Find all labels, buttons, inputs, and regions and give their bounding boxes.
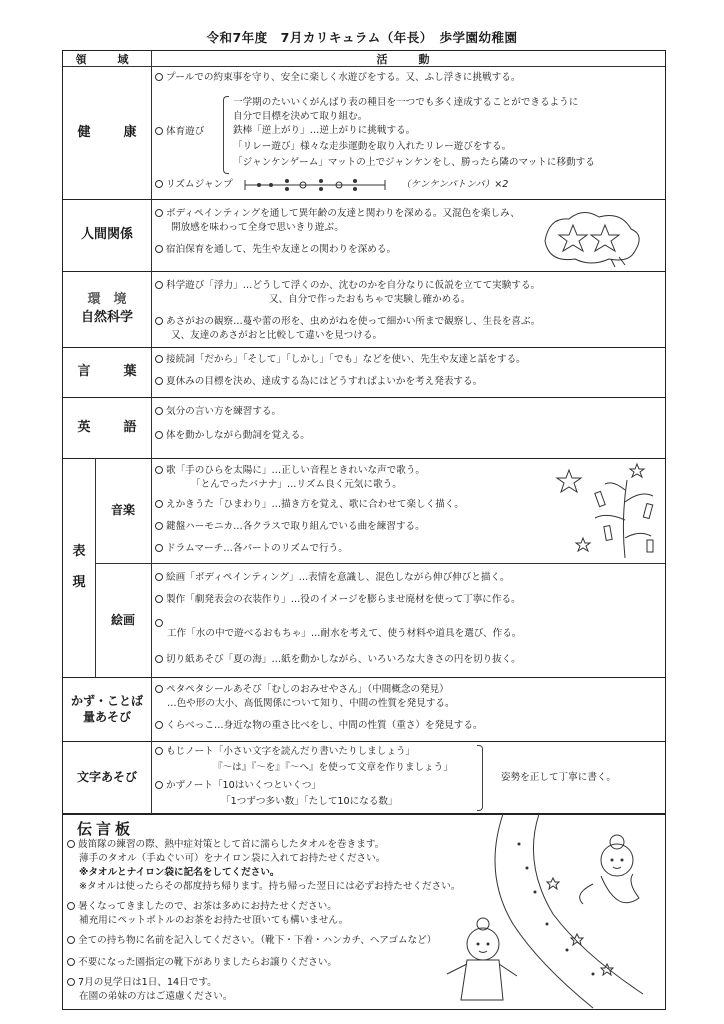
circle-bullet [155,781,163,789]
category-hyogen: 表 現 [72,544,86,591]
circle-bullet [67,958,75,966]
star-decoration-icon [539,203,649,269]
circle-bullet [155,747,163,755]
circle-bullet [155,522,163,530]
page-title: 令和7年度 7月カリキュラム（年長） 歩学園幼稚園 [206,30,518,45]
circle-bullet [67,936,75,944]
orihime-hikoboshi-illustration-icon [443,814,665,1008]
circle-bullet [155,73,163,81]
subcategory-ongaku: 音楽 [110,503,135,518]
rhythm-diagram-icon [245,176,395,194]
circle-bullet [155,209,163,217]
moji-activities: もじノート「小さい文字を読んだり書いたりしましょう」 『～は』『～を』『～へ』を使って文章を作りましょう」 かずノート「10はいくつといくつ」 「1つずつ多い数」「たして10になる数」 姿勢を正して丁寧に書く。 [151,741,665,814]
notice-board: 伝言板 鼓笛隊の練習の際、熱中症対策として首に濡らしたタオルを巻きます。 薄手のタオル（手ぬぐい可）をナイロン袋に入れてお持たせください。 ※タオルとナイロン袋に記名をしてください。 ※タオルは使ったらその都度持ち帰ります。持ち帰った翌日には必ずお持たせください。 暑くなってきましたので、お茶は多めにお持たせください。 補充用にペットボトルのお茶をお持たせ頂いても構いません。 全ての持ち物に名前を記入してください。（靴下・下着・ハンカチ、ヘアゴムなど） 不要になった園指定の靴下がありましたらお譲りください。 7月の見学日は1日、14日です。 在園の弟妹の方はご遠慮ください。 [62,814,666,1010]
category-kankyo: 環 境 自然科学 [80,292,133,325]
circle-bullet [155,407,163,415]
circle-bullet [155,245,163,253]
circle-bullet [155,466,163,474]
header-domain: 領 域 [75,52,139,66]
ningen-activities: ボディペインティングを通して異年齢の友達と関わりを深める。又混色を楽しみ、 開放感を味わって全身で思いきり遊ぶ。 宿泊保育を通して、先生や友達との関わりを深める。 [151,199,665,271]
rhythm-note: （ケンケンパトンパ）×2 [401,179,509,190]
circle-bullet [155,431,163,439]
kazu-activities: ペタペタシールあそび「むしのおみせやさん」（中間概念の発見） …色や形の大小、高低関係について知り、中間の性質を発見する。 くらべっこ…身近な物の重さ比べをし、中間の性質（重さ）を発見する。 [151,677,665,741]
circle-bullet [155,377,163,385]
circle-bullet [155,573,163,581]
circle-bullet [155,685,163,693]
circle-bullet [155,281,163,289]
category-kotoba: 言 葉 [77,364,147,380]
ongaku-activities: 歌「手のひらを太陽に」…正しい音程ときれいな声で歌う。 「とんでったバナナ」…リズム良く元気に歌う。 えかきうた「ひまわり」…描き方を覚え、歌に合わせて楽しく描く。 鍵盤ハーモニカ…各クラスで取り組んでいる曲を練習する。 ドラムマーチ…各パートのリズムで行う。 [151,458,665,563]
category-kenko: 健 康 [77,124,147,140]
rhythm-label: リズムジャンプ [166,179,233,190]
category-ningen: 人間関係 [80,227,133,243]
circle-bullet [155,355,163,363]
circle-bullet [155,544,163,552]
eigo-activities: 気分の言い方を練習する。 体を動かしながら動詞を覚える。 [151,397,665,458]
category-kazu: かず・ことば 量あそび [70,693,143,724]
moji-note: 姿勢を正して丁寧に書く。 [501,772,616,783]
kaiga-activities: 絵画「ボディペインティング」…表情を意識し、混色しながら伸び伸びと描く。 製作「劇発表会の衣装作り」…役のイメージを膨らませ廃材を使って丁寧に作る。 工作「水の中で遊べるおもちゃ」…耐水を考えて、使う材料や道具を選び、作る。 切り紙あそび「夏の海」…紙を動かしながら、いろいろな大きさの円を切り抜く。 [151,563,665,677]
circle-bullet [155,721,163,729]
circle-bullet [67,840,75,848]
kotoba-activities: 接続詞「だから」「そして」「しかし」「でも」などを使い、先生や友達と話をする。 夏休みの目標を決め、達成する為にはどうすればよいかを考え発表する。 [151,347,665,397]
category-moji: 文字あそび [76,770,137,785]
notice-title: 伝言板 [77,820,135,838]
circle-bullet [67,978,75,986]
circle-bullet [155,127,163,135]
circle-bullet [67,902,75,910]
header-activity: 活 動 [376,52,440,66]
circle-bullet [155,317,163,325]
kankyo-activities: 科学遊び「浮力」…どうして浮くのか、沈むのかを自分なりに仮説を立てて実験する。 又、自分で作ったおもちゃで実験し確かめる。 あさがおの観察…蔓や蕾の形を、虫めがねを使って細かい所まで観察し、生長を喜ぶ。 又、友達のあさがおと比較して違いを見つける。 [151,271,665,347]
circle-bullet [155,655,163,663]
bracket [223,96,229,174]
tanabata-bamboo-icon [555,460,665,560]
circle-bullet [155,619,163,627]
taiiku-label: 体育遊び [166,126,205,137]
category-eigo: 英 語 [77,419,147,435]
subcategory-kaiga: 絵画 [110,612,135,627]
circle-bullet [155,500,163,508]
circle-bullet [155,595,163,603]
kenko-activities: プールでの約束事を守り、安全に楽しく水遊びをする。又、ふし浮きに挑戦する。 体育遊び 一学期のたいいくがんばり表の種目を一つでも多く達成することができるように 自分で目標を決めて取り組む。 鉄棒「逆上がり」…逆上がりに挑戦する。 「リレー遊び」様々な走歩運動を取り入れたリレー遊びをする。 「ジャンケンゲーム」マットの上でジャンケンをし、勝ったら隣のマットに移動する リズムジャンプ （ケンケンパトンパ）×2 [151,66,665,199]
curriculum-table [62,50,666,814]
circle-bullet [155,180,163,188]
bracket [477,745,483,811]
